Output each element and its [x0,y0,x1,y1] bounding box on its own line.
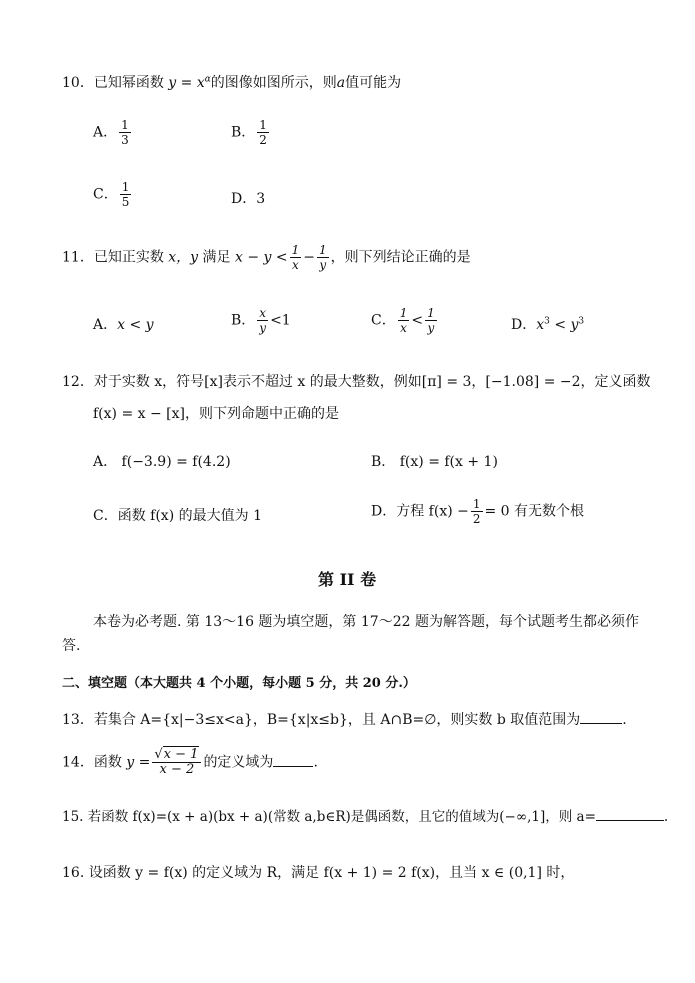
q11-option-c: C． $\frac{1}{x}$ < $\frac{1}{y}$ [371,306,435,335]
q12-option-b: B． f(x) = f(x + 1) [371,454,498,470]
q11-option-a: A．x < y [93,317,154,333]
section-title: 第 II 卷 [318,570,377,589]
section-intro-line2: 答. [62,638,81,654]
q13: 13．若集合 A={x|−3≤x<a}，B={x|x≤b}，且 A∩B=∅，则实数 b 取值范围为 . [62,712,627,728]
q11-option-d: D．$x^3 < y^3$ [511,316,585,333]
q14: 14．函数 y = $\frac{√x - 1}{x - 2}$ 的定义域为 . [62,747,318,777]
q12-option-a: A． f(−3.9) = f(4.2) [93,454,231,470]
q15: 15. 若函数 f(x)=(x + a)(bx + a)(常数 a,b∈R)是偶函数，且它的值域为(−∞,1]，则 a= . [62,809,669,825]
q16: 16. 设函数 y = f(x) 的定义域为 R，满足 f(x + 1) = 2 f(x)，且当 x ∈ (0,1] 时， [62,865,575,881]
q14-answer-blank [273,754,313,767]
q10-option-a: A． $\frac{1}{3}$ [93,118,129,147]
q10-stem: 10．已知幂函数 $y = x^\alpha$的图像如图所示，则a值可能为 [62,74,402,91]
q10-option-c: C． $\frac{1}{5}$ [93,180,130,209]
q11-option-b: B． $\frac{x}{y}$ <1 [231,306,291,335]
q10-option-d: D．3 [231,191,266,207]
q15-answer-blank [596,808,664,821]
q10-option-b: B． $\frac{1}{2}$ [231,118,267,147]
q12-line1: 12．对于实数 x，符号[x]表示不超过 x 的最大整数，例如[π] = 3，[−1.08] = −2，定义函数 [62,374,651,390]
q11-stem: 11．已知正实数 x，y 满足 x − y < $\frac{1}{x}$ − $\frac{1}{y}$ ，则下列结论正确的是 [62,243,471,272]
q12-option-d: D．方程 f(x) − $\frac{1}{2}$ = 0 有无数个根 [371,497,585,526]
q12-line2: f(x) = x − [x]，则下列命题中正确的是 [93,406,339,422]
q12-option-c: C．函数 f(x) 的最大值为 1 [93,508,262,524]
section-intro-line1: 本卷为必考题. 第 13～16 题为填空题，第 17～22 题为解答题，每个试题考生都必须作 [93,614,639,630]
fill-blank-heading: 二、填空题（本大题共 4 个小题，每小题 5 分，共 20 分.） [62,676,416,691]
q13-answer-blank [580,711,622,724]
